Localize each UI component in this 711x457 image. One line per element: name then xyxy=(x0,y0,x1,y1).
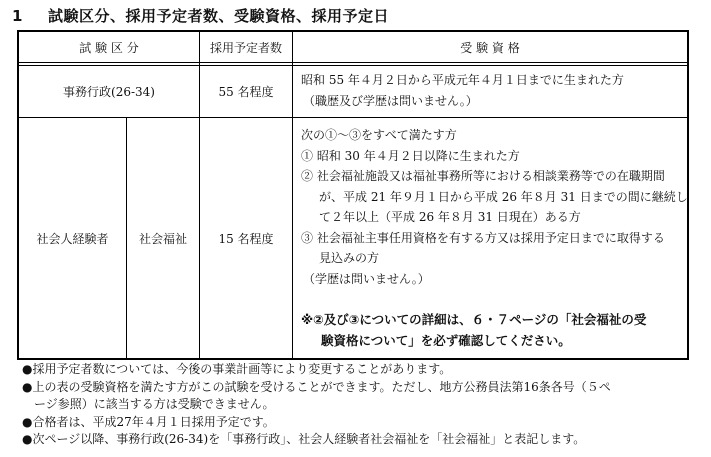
footnote-continuation: ージ参照）に該当する方は受験できません。 xyxy=(34,397,275,411)
qualification-line: て２年以上（平成 26 年８月 31 日現在）ある方 xyxy=(319,210,581,224)
footnote: ●次ページ以降、事務行政(26-34)を「事務行政」、社会人経験者社会福祉を「社会福祉」と表記します。 xyxy=(22,432,586,446)
row1-category: 事務行政(26-34) xyxy=(63,85,155,99)
exam-table xyxy=(17,30,689,360)
qualification-line: （学歴は問いません。） xyxy=(303,271,430,286)
spacer xyxy=(301,289,688,309)
section-number: 1 xyxy=(12,7,23,25)
header-divider-top xyxy=(19,62,687,63)
row1-qualification xyxy=(301,70,624,111)
qualification-line: ② 社会福祉施設又は福祉事務所等における相談業務等での在職期間 xyxy=(301,169,665,183)
qualification-line: 見込みの方 xyxy=(319,251,380,265)
qualification-line: 昭和 55 年４月２日から平成元年４月１日までに生まれた方 xyxy=(301,73,624,87)
qualification-note-line: ※②及び③についての詳細は、６・７ページの「社会福祉の受 xyxy=(301,312,647,327)
header-qualification: 受 験 資 格 xyxy=(460,40,520,55)
row2-category: 社会人経験者 xyxy=(36,231,109,246)
qualification-line: 次の①～③をすべて満たす方 xyxy=(301,128,457,142)
row1-planned-count: 55 名程度 xyxy=(218,85,274,99)
qualification-line: が、平成 21 年９月１日から平成 26 年８月 31 日までの間に継続し xyxy=(319,189,688,204)
footnotes xyxy=(22,361,611,449)
header-planned-count: 採用予定者数 xyxy=(209,40,282,55)
qualification-line: （職歴及び学歴は問いません。） xyxy=(303,93,478,108)
footnote: ●採用予定者数については、今後の事業計画等により変更することがあります。 xyxy=(22,362,452,376)
qualification-line: ③ 社会福祉主事任用資格を有する方又は採用予定日までに取得する xyxy=(301,230,665,245)
footnote: ●上の表の受験資格を満たす方がこの試験を受けることができます。ただし、地方公務員法第16条各号（５ペ xyxy=(22,379,611,394)
header-category: 試 験 区 分 xyxy=(79,40,139,55)
footnote: ●合格者は、平成27年４月１日採用予定です。 xyxy=(22,414,275,429)
qualification-line: ① 昭和 30 年４月２日以降に生まれた方 xyxy=(301,148,520,163)
row2-qualification xyxy=(301,125,688,351)
row2-subcategory: 社会福祉 xyxy=(138,231,187,246)
col-divider-qual xyxy=(292,32,293,358)
row2-planned-count: 15 名程度 xyxy=(218,231,274,246)
qualification-note-line: 験資格について」を必ず確認してください。 xyxy=(321,333,571,348)
section-title: 試験区分、採用予定者数、受験資格、採用予定日 xyxy=(48,7,390,25)
section-heading xyxy=(12,5,389,26)
